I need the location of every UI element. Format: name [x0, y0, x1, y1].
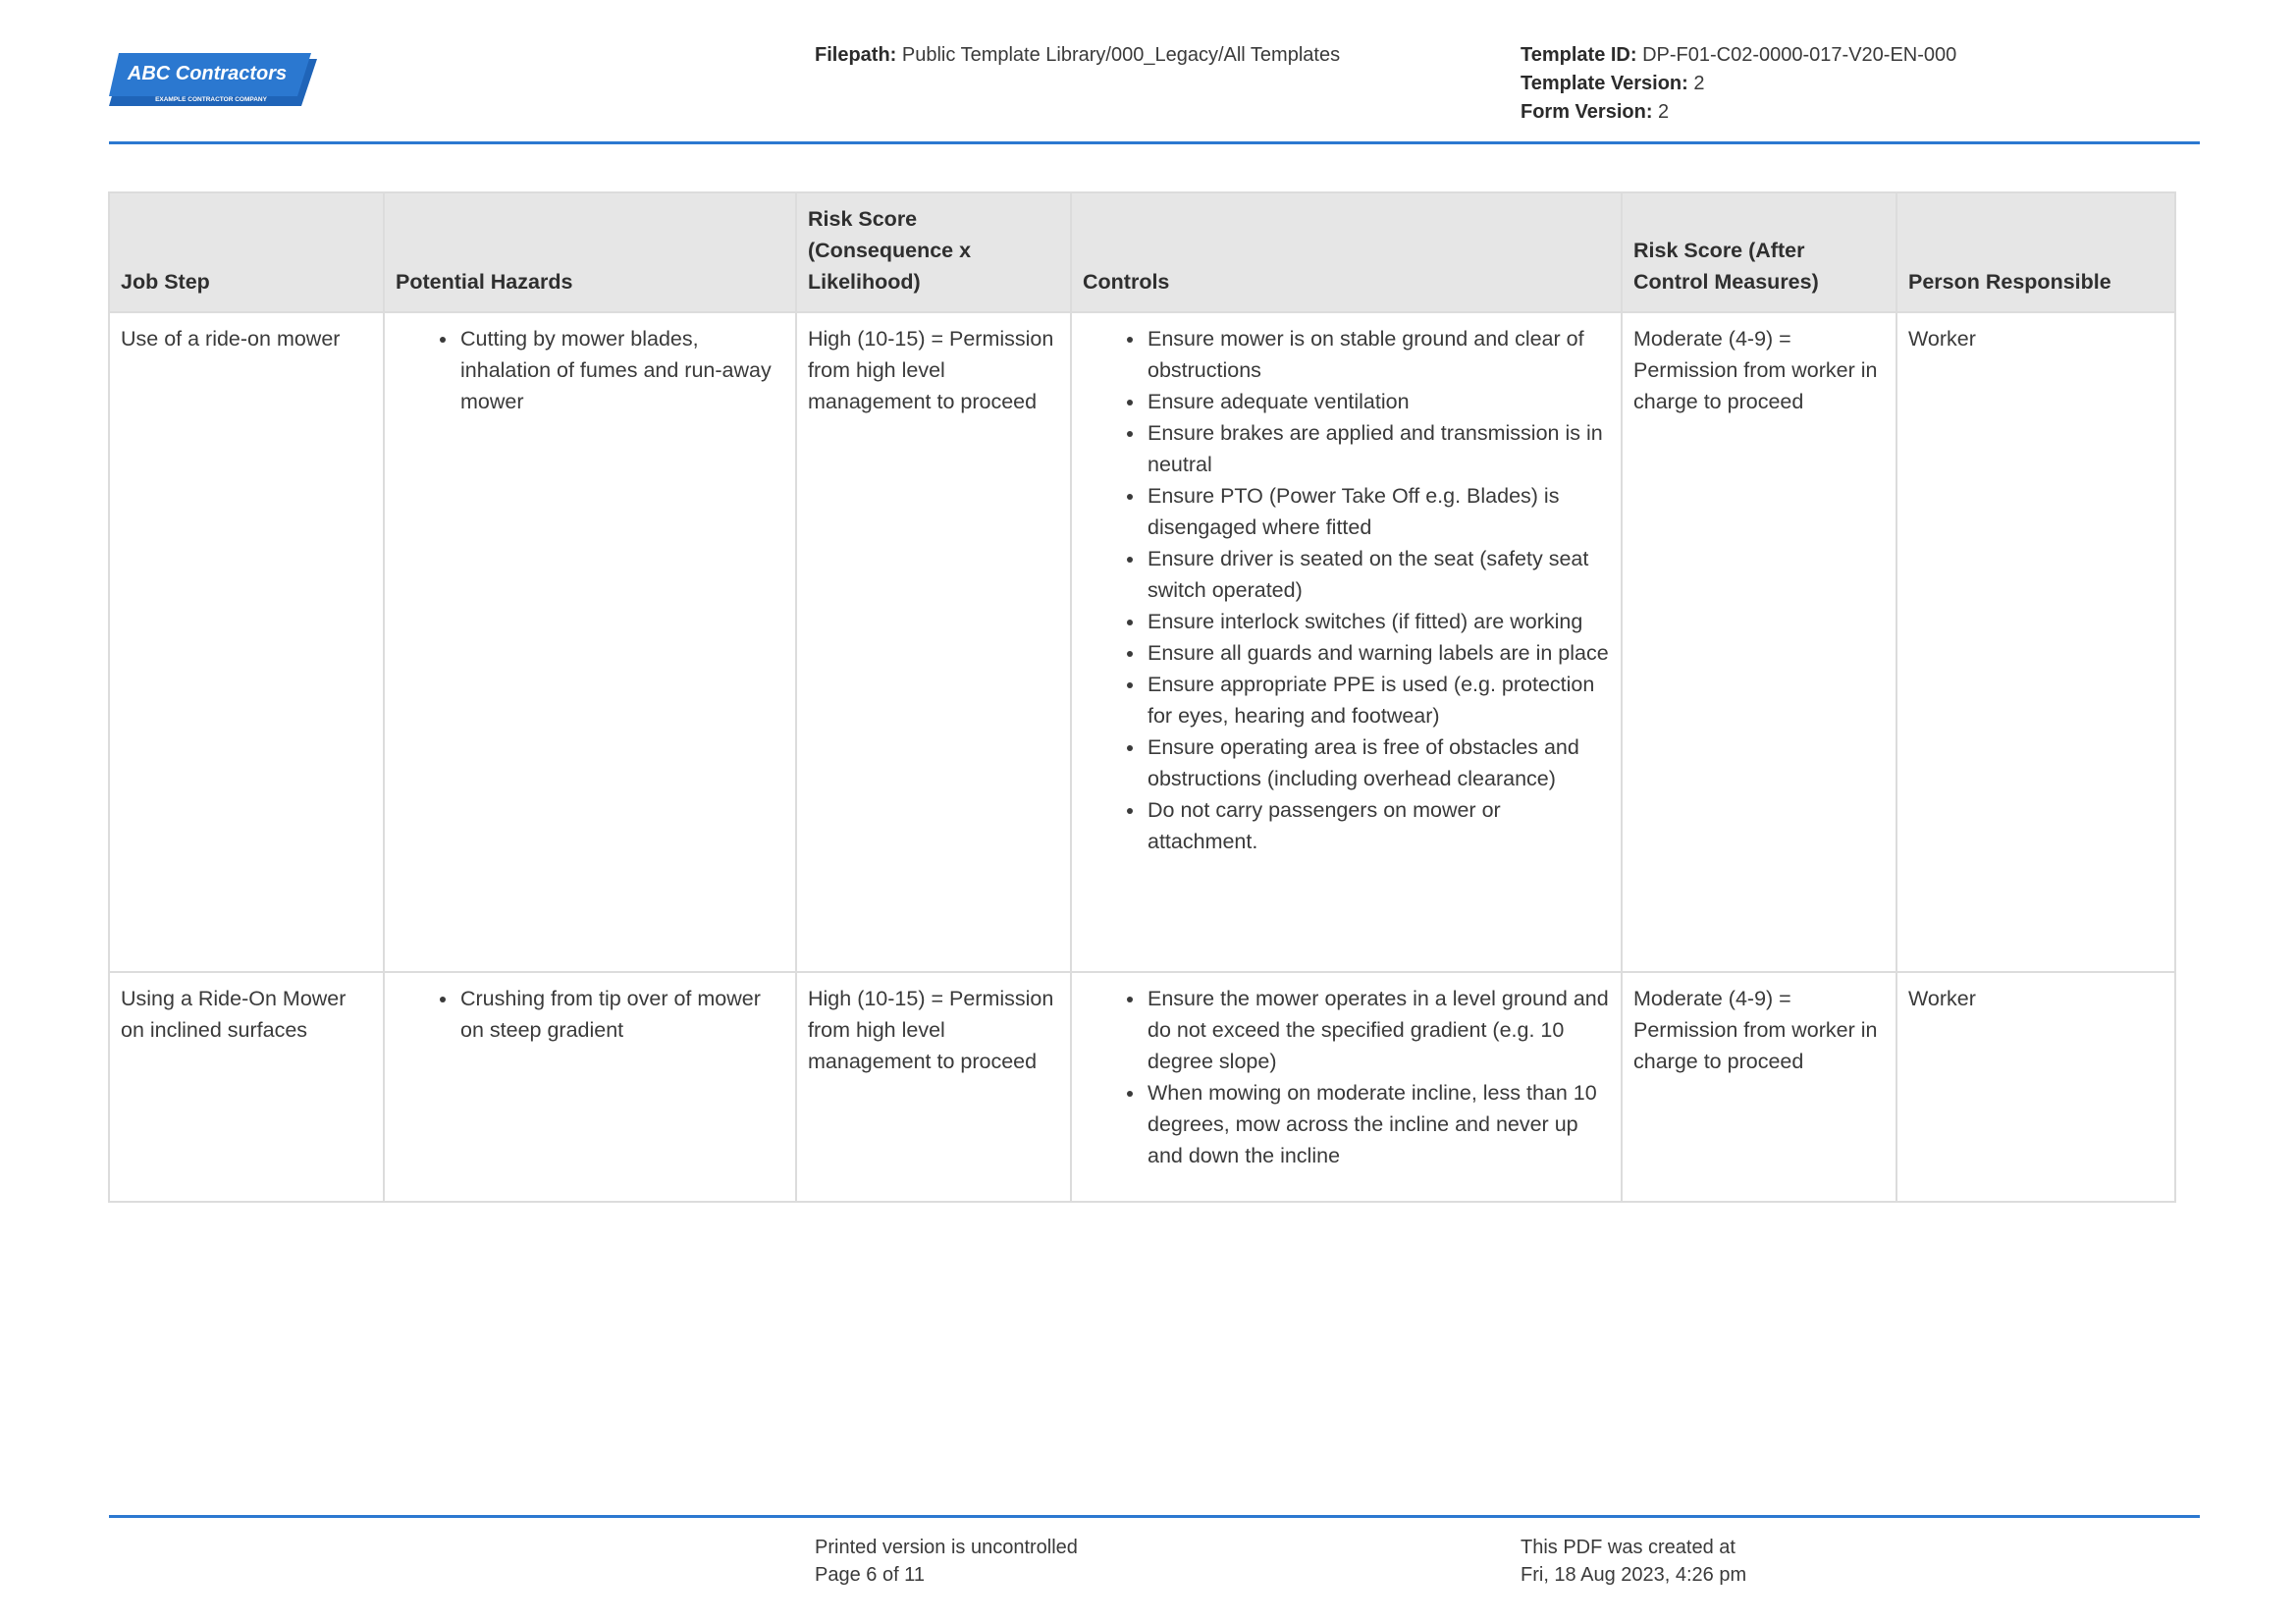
footer-page-info	[815, 1534, 1078, 1589]
job-step-cell: Using a Ride-On Mower on inclined surfaces	[109, 972, 384, 1202]
template-version-value: 2	[1693, 73, 1705, 94]
form-version-value: 2	[1658, 101, 1670, 123]
template-version-label: Template Version:	[1521, 73, 1688, 94]
footer-created-info	[1521, 1534, 1746, 1589]
filepath-value: Public Template Library/000_Legacy/All Templates	[901, 44, 1341, 66]
risk-after-cell: Moderate (4-9) = Permission from worker in charge to proceed	[1622, 972, 1896, 1202]
template-id-label: Template ID:	[1521, 44, 1637, 66]
header-controls: Controls	[1071, 192, 1622, 312]
control-item: • Ensure the mower operates in a level ground and do not exceed the specified gradient (e.g. 10 degree slope)	[1146, 983, 1610, 1077]
controls-cell	[1071, 972, 1622, 1202]
control-item: • Ensure operating area is free of obstacles and obstructions (including overhead clearance)	[1146, 731, 1610, 794]
footer-divider	[109, 1515, 2200, 1518]
filepath-label: Filepath:	[815, 44, 897, 66]
control-item: • Ensure appropriate PPE is used (e.g. protection for eyes, hearing and footwear)	[1146, 669, 1610, 731]
risk-after-cell: Moderate (4-9) = Permission from worker in charge to proceed	[1622, 312, 1896, 972]
logo-tagline: EXAMPLE CONTRACTOR COMPANY	[155, 96, 267, 103]
header-risk-score-after: Risk Score (After Control Measures)	[1622, 192, 1896, 312]
hazard-item: • Crushing from tip over of mower on steep gradient	[458, 983, 784, 1046]
control-item: • Ensure driver is seated on the seat (safety seat switch operated)	[1146, 543, 1610, 606]
control-item: • When mowing on moderate incline, less than 10 degrees, mow across the incline and never up and down the incline	[1146, 1077, 1610, 1171]
created-timestamp: Fri, 18 Aug 2023, 4:26 pm	[1521, 1564, 1747, 1586]
control-item: • Ensure mower is on stable ground and clear of obstructions	[1146, 323, 1610, 386]
header-person-responsible: Person Responsible	[1896, 192, 2175, 312]
uncontrolled-notice: Printed version is uncontrolled	[815, 1537, 1078, 1558]
risk-assessment-table	[108, 191, 2176, 1203]
control-item: • Ensure brakes are applied and transmission is in neutral	[1146, 417, 1610, 480]
company-logo	[109, 53, 317, 112]
control-item: • Ensure adequate ventilation	[1146, 386, 1610, 417]
template-id-value: DP-F01-C02-0000-017-V20-EN-000	[1642, 44, 1957, 66]
logo-name: ABC Contractors	[127, 63, 288, 84]
person-cell: Worker	[1896, 972, 2175, 1202]
table-row	[109, 972, 2175, 1202]
risk-score-cell: High (10-15) = Permission from high level management to proceed	[796, 972, 1071, 1202]
table-row	[109, 312, 2175, 972]
control-item: • Ensure PTO (Power Take Off e.g. Blades) is disengaged where fitted	[1146, 480, 1610, 543]
header-risk-score: Risk Score (Consequence x Likelihood)	[796, 192, 1071, 312]
hazards-cell	[384, 972, 796, 1202]
person-cell: Worker	[1896, 312, 2175, 972]
header-potential-hazards: Potential Hazards	[384, 192, 796, 312]
hazard-item: • Cutting by mower blades, inhalation of fumes and run-away mower	[458, 323, 784, 417]
form-version-label: Form Version:	[1521, 101, 1653, 123]
control-item: • Ensure interlock switches (if fitted) are working	[1146, 606, 1610, 637]
control-item: • Do not carry passengers on mower or attachment.	[1146, 794, 1610, 857]
filepath-info	[815, 41, 1340, 69]
hazards-cell	[384, 312, 796, 972]
header-divider	[109, 141, 2200, 144]
header-job-step: Job Step	[109, 192, 384, 312]
risk-score-cell: High (10-15) = Permission from high level management to proceed	[796, 312, 1071, 972]
created-label: This PDF was created at	[1521, 1537, 1735, 1558]
job-step-cell: Use of a ride-on mower	[109, 312, 384, 972]
template-info	[1521, 41, 1956, 127]
controls-cell	[1071, 312, 1622, 972]
page-number: Page 6 of 11	[815, 1564, 925, 1586]
table-header-row	[109, 192, 2175, 312]
control-item: • Ensure all guards and warning labels are in place	[1146, 637, 1610, 669]
